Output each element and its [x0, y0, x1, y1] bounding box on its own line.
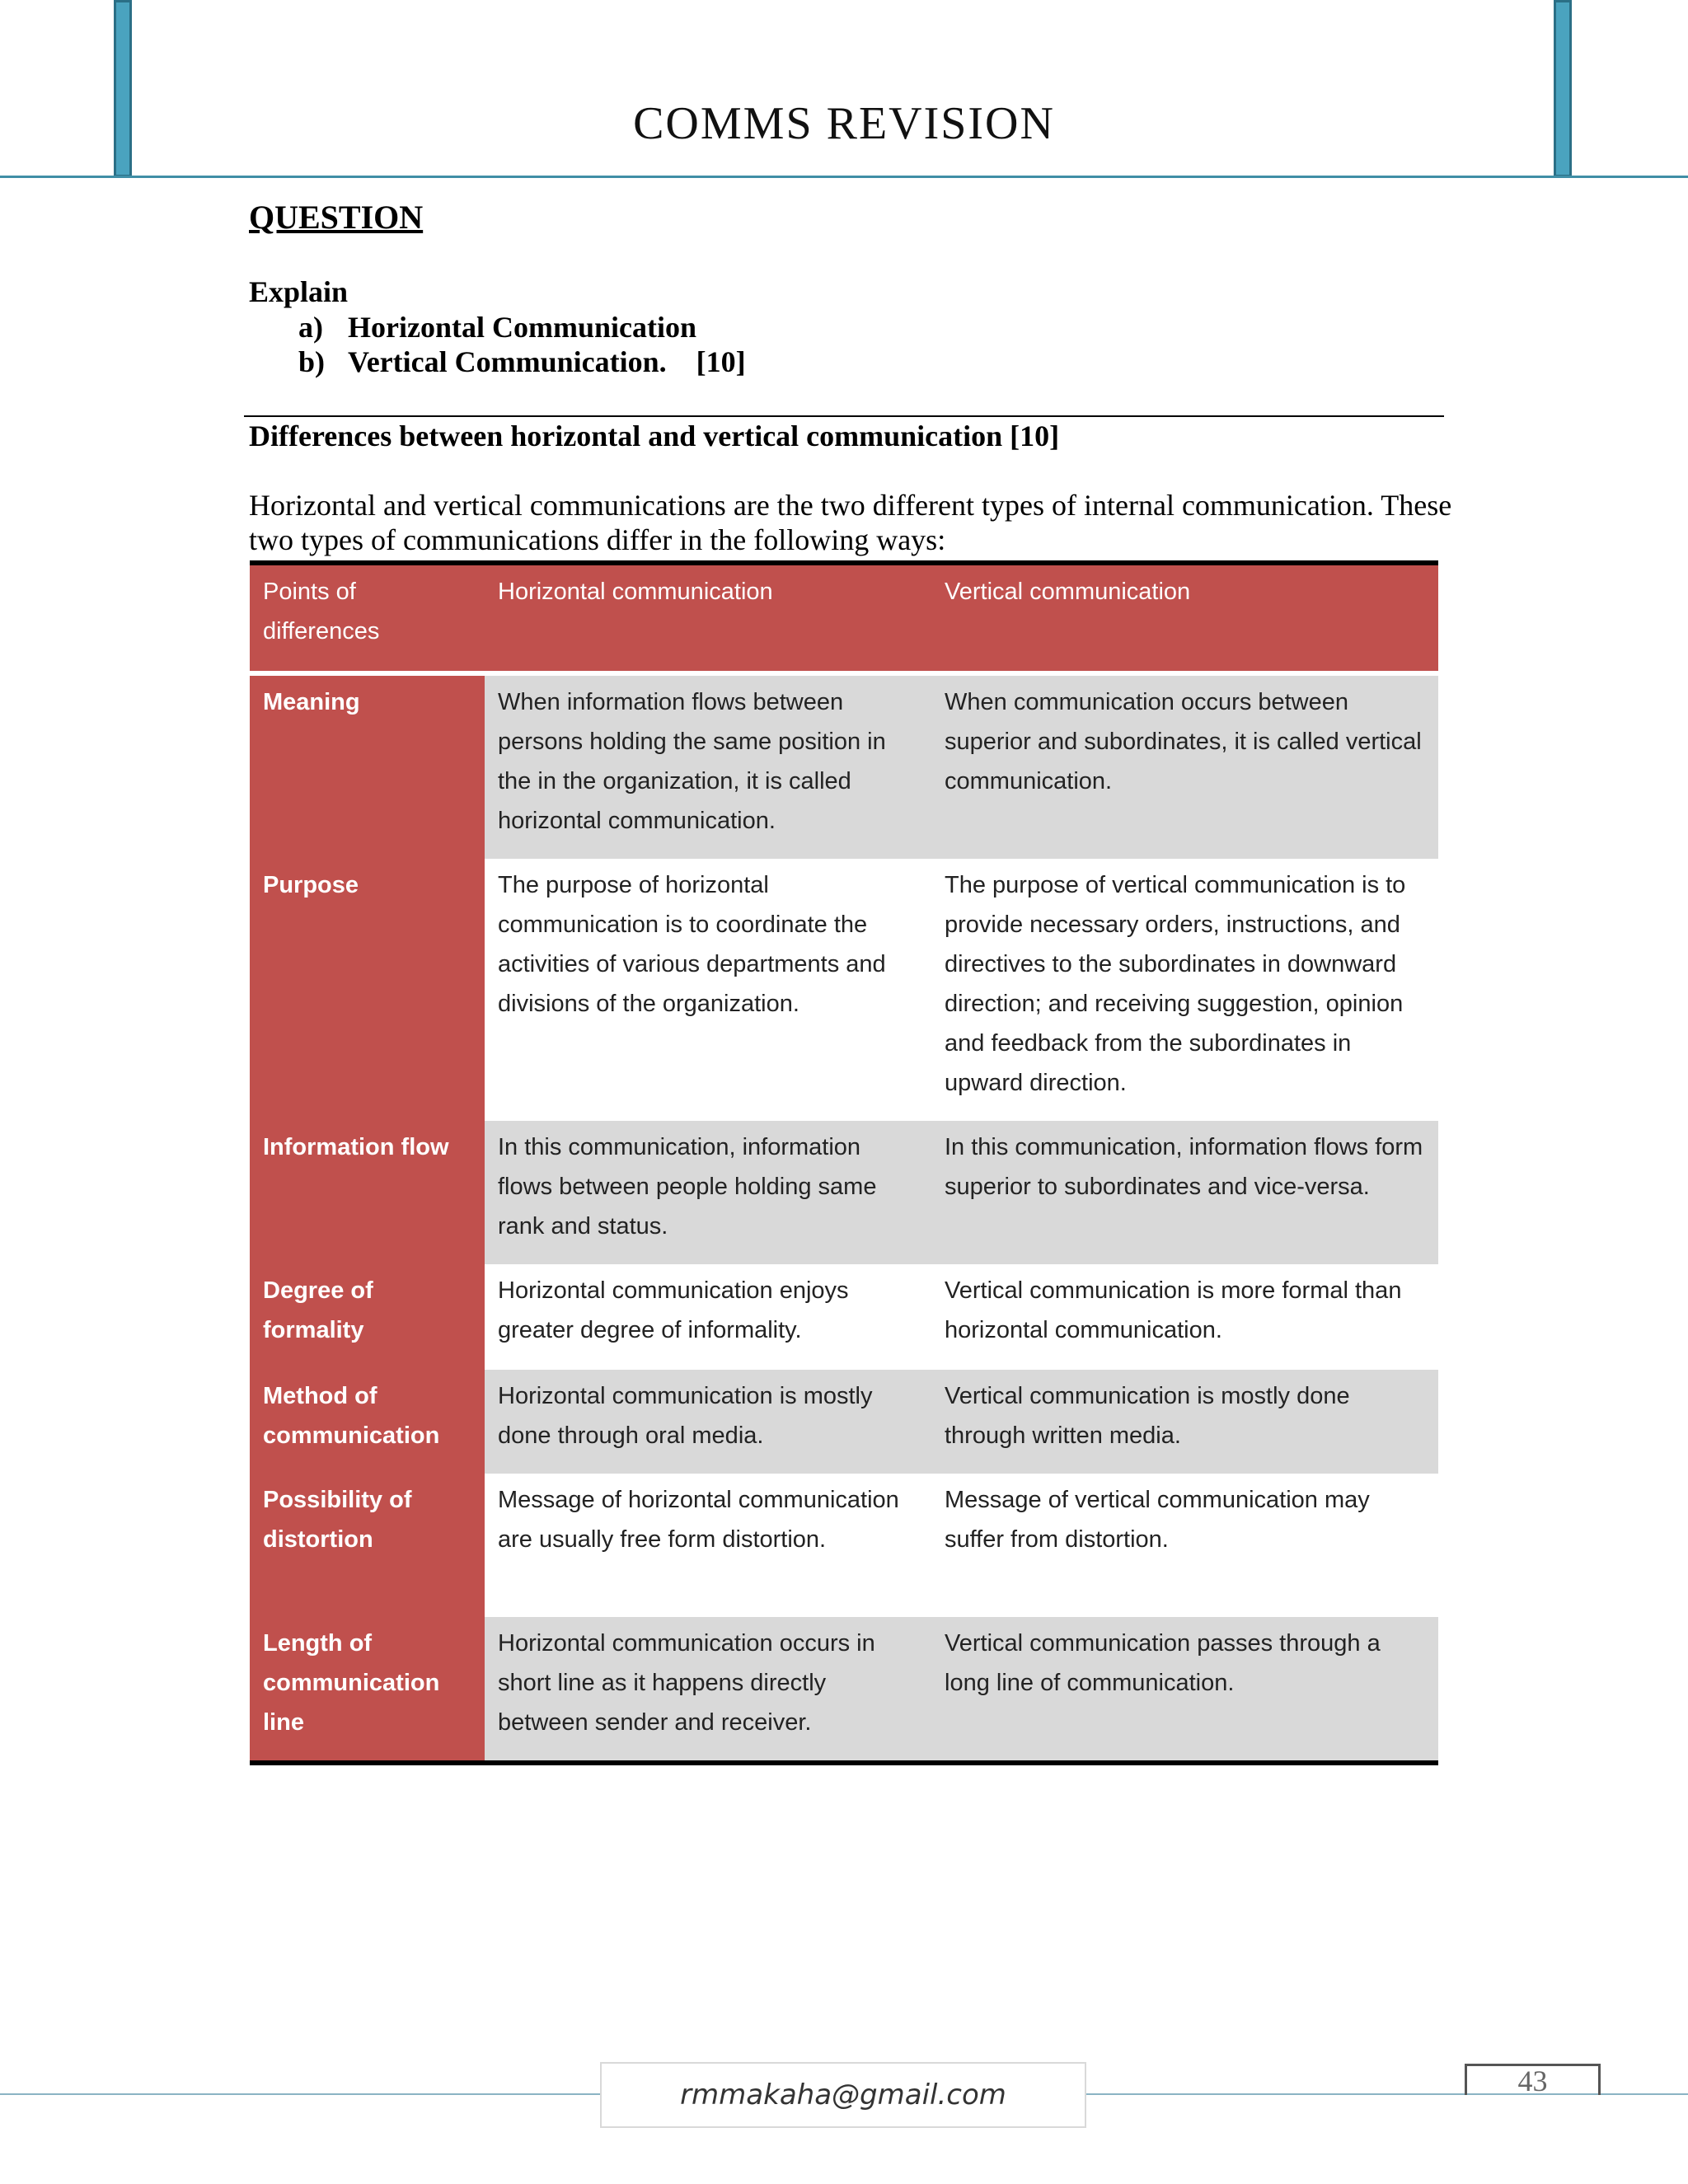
- table-row: [250, 1370, 1438, 1474]
- header-rule: [0, 176, 1688, 178]
- header-points: Points of differences: [250, 565, 485, 671]
- question-item-label: b): [298, 345, 326, 378]
- section-intro: Horizontal and vertical communications are the two different types of internal communication. These two types of communications differ in the following ways:: [249, 489, 1452, 556]
- row-horizontal: Horizontal communication occurs in short line as it happens directly between sender and receiver.: [485, 1617, 931, 1760]
- page-number: 43: [1517, 2064, 1548, 2097]
- row-point: Method of communication: [250, 1370, 485, 1474]
- row-point: Possibility of distortion: [250, 1474, 485, 1617]
- table-bottom-border: [250, 1760, 1438, 1765]
- row-point: Meaning: [250, 676, 485, 859]
- header-bar-left: [114, 0, 132, 177]
- row-vertical: In this communication, information flows form superior to subordinates and vice-versa.: [931, 1121, 1438, 1264]
- table-header-row: [250, 565, 1438, 676]
- table-row: [250, 859, 1438, 1121]
- row-horizontal: Horizontal communication enjoys greater degree of informality.: [498, 1277, 849, 1343]
- header-vertical: Vertical communication: [931, 565, 1438, 671]
- table-row: [250, 1121, 1438, 1264]
- table-row: [250, 676, 1438, 859]
- row-horizontal: When information flows between persons holding the same position in the in the organization, it is called horizontal communication.: [485, 676, 931, 859]
- row-horizontal: In this communication, information flows between people holding same rank and status.: [485, 1121, 931, 1264]
- question-item-text: Horizontal Communication: [348, 311, 696, 344]
- table-row: [250, 1474, 1438, 1617]
- question-heading: QUESTION: [249, 199, 424, 236]
- row-horizontal: The purpose of horizontal communication is to coordinate the activities of various departments and divisions of the organization.: [498, 872, 886, 1017]
- table-row: [250, 1617, 1438, 1760]
- question-item-label: a): [298, 311, 323, 344]
- question-item-b: [298, 344, 746, 379]
- question-item-a: [298, 310, 696, 344]
- row-point: Purpose: [250, 859, 485, 1121]
- question-prompt: Explain: [249, 275, 349, 308]
- page-title: COMMS REVISION: [633, 98, 1055, 149]
- row-point: Degree of formality: [250, 1264, 485, 1370]
- header-bar-right: [1554, 0, 1572, 177]
- row-vertical: Vertical communication is mostly done through written media.: [931, 1370, 1438, 1474]
- row-vertical: Vertical communication is more formal than horizontal communication.: [945, 1277, 1402, 1343]
- row-point: Information flow: [250, 1121, 485, 1264]
- row-point: Length of communication line: [250, 1617, 485, 1760]
- row-horizontal: Horizontal communication is mostly done through oral media.: [485, 1370, 931, 1474]
- row-vertical: Message of vertical communication may suffer from distortion.: [945, 1487, 1370, 1553]
- section-title: Differences between horizontal and vertical communication [10]: [249, 419, 1060, 452]
- question-item-text: Vertical Communication. [10]: [348, 345, 746, 378]
- header-horizontal: Horizontal communication: [485, 565, 931, 671]
- section-divider: [244, 415, 1444, 417]
- row-vertical: When communication occurs between superior and subordinates, it is called vertical communication.: [931, 676, 1438, 859]
- row-horizontal: Message of horizontal communication are usually free form distortion.: [498, 1487, 899, 1553]
- row-vertical: Vertical communication passes through a long line of communication.: [931, 1617, 1438, 1760]
- differences-table: [250, 560, 1438, 1765]
- row-vertical: The purpose of vertical communication is to provide necessary orders, instructions, and directives to the subordinates in downward direction; and receiving suggestion, opinion and feedback from the subordinates in upward direction.: [945, 872, 1406, 1096]
- table-row: [250, 1264, 1438, 1370]
- footer-rule-left: [0, 2093, 600, 2095]
- footer-email: rmmakaha@gmail.com: [600, 2062, 1086, 2128]
